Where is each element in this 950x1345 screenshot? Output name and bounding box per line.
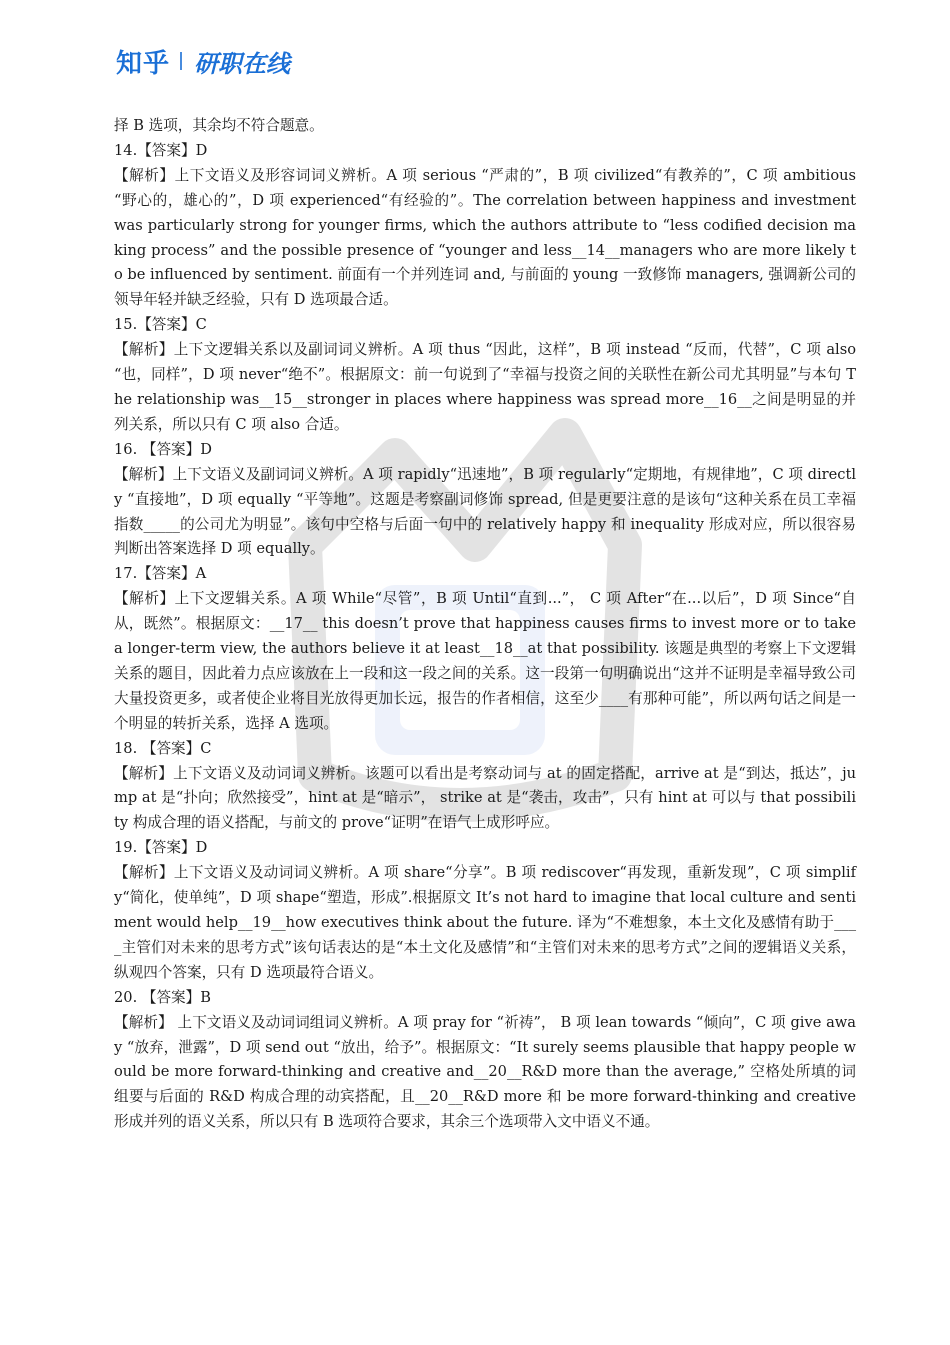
explanation-15: 【解析】上下文逻辑关系以及副词词义辨析。A 项 thus “因此，这样”，B 项 instead “反而，代替”，C 项 also “也，同样”，D 项 never“绝不”。根据原文：前一句说到了“幸福与投资之间的关联性在新公司尤其明显”与本句 The relationship was__15__stronger in places where happiness was spread more__16__之间是明显的并列关系，所以只有 C 项 also 合适。 xyxy=(114,341,856,433)
logo-yanzhi-text: 研职在线 xyxy=(194,49,291,78)
answer-heading-17: 17.【答案】A xyxy=(114,565,207,583)
answer-heading-20: 20. 【答案】B xyxy=(114,988,211,1006)
explanation-14: 【解析】上下文语义及形容词词义辨析。A 项 serious “严肃的”，B 项 civilized“有教养的”，C 项 ambitious “野心的，雄心的”，D 项 experienced“有经验的”。The correlation between happiness and investment was particularly strong for younger firms, which the authors attribute to “less codified decision making process” and the possible presence of “younger and less__14__managers who are more likely to be influenced by sentiment. 前面有一个并列连词 and, 与前面的 young 一致修饰 managers, 强调新公司的领导年轻并缺乏经验，只有 D 选项最合适。 xyxy=(114,166,856,309)
brand-logo xyxy=(116,44,290,78)
answer-heading-18: 18. 【答案】C xyxy=(114,739,212,757)
answer-heading-15: 15.【答案】C xyxy=(114,316,207,334)
explanation-18: 【解析】上下文语义及动词词义辨析。该题可以看出是考察动词与 at 的固定搭配，arrive at 是“到达，抵达”，jump at 是“扑向；欣然接受”，hint at 是“暗示”， strike at 是“袭击，攻击”，只有 hint at 可以与 that possibility 构成合理的语义搭配，与前文的 prove“证明”在语气上成形呼应。 xyxy=(114,764,856,832)
explanation-20: 【解析】 上下文语义及动词词组词义辨析。A 项 pray for “祈祷”， B 项 lean towards “倾向”，C 项 give away “放弃，泄露”，D 项 send out “放出，给予”。根据原文：“It surely seems plausible that happy people would be more forward-thinking and creative and__20__R&D more than the average,” 空格处所填的词组要与后面的 R&D 构成合理的动宾搭配，且__20__R&D more 和 be more forward-thinking and creative 形成并列的语义关系，所以只有 B 选项符合要求，其余三个选项带入文中语义不通。 xyxy=(114,1013,856,1131)
answer-heading-19: 19.【答案】D xyxy=(114,839,208,857)
logo-zhihu-text: 知乎 xyxy=(116,48,171,79)
explanation-16: 【解析】上下文语义及副词词义辨析。A 项 rapidly“迅速地”，B 项 regularly“定期地，有规律地”，C 项 directly “直接地”，D 项 equally “平等地”。这题是考察副词修饰 spread, 但是更要注意的是该句“这种关系在员工幸福指数_____的公司尤为明显”。该句中空格与后面一句中的 relatively happy 和 inequality 形成对应，所以很容易判断出答案选择 D 项 equally。 xyxy=(114,465,856,558)
explanation-19: 【解析】上下文语义及动词词义辨析。A 项 share“分享”。B 项 rediscover“再发现，重新发现”，C 项 simplify“简化，使单纯”，D 项 shape“塑造，形成”.根据原文 It’s not hard to imagine that local culture and sentiment would help__19__how executives think about the future. 译为“不难想象，本土文化及感情有助于____主管们对未来的思考方式”该句话表达的是“本土文化及感情”和“主管们对未来的思考方式”之间的逻辑语义关系，纵观四个答案，只有 D 选项最符合语义。 xyxy=(114,864,856,981)
answer-explanations xyxy=(114,114,856,1135)
answer-heading-16: 16. 【答案】D xyxy=(114,440,212,458)
answer-heading-14: 14.【答案】D xyxy=(114,141,208,159)
logo-divider xyxy=(180,52,182,70)
paragraph: 择 B 选项，其余均不符合题意。 xyxy=(114,117,324,134)
explanation-17: 【解析】上下文逻辑关系。A 项 While“尽管”，B 项 Until“直到...”， C 项 After“在...以后”，D 项 Since“自从，既然”。根据原文：__17__ this doesn’t prove that happiness causes firms to invest more or to take a longer-term view, the authors believe it at least__18__at that possibility. 该题是典型的考察上下文逻辑关系的题目，因此着力点应该放在上一段和这一段之间的关系。这一段第一句明确说出“这并不证明是幸福导致公司大量投资更多，或者使企业将目光放得更加长远，报告的作者相信，这至少____有那种可能”，所以两句话之间是一个明显的转折关系，选择 A 选项。 xyxy=(114,590,856,732)
